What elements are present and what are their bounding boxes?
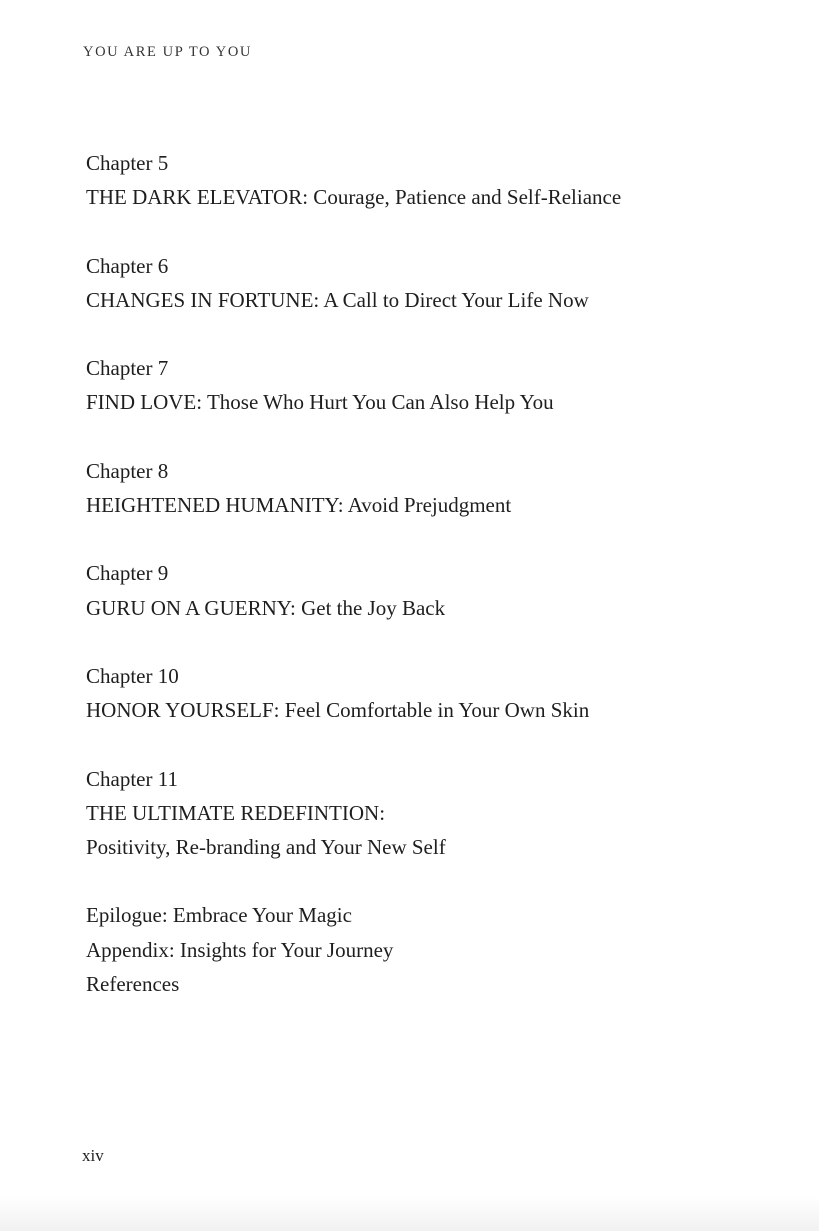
chapter-number: Chapter 7 bbox=[86, 356, 169, 381]
toc-entry-chapter-7 bbox=[86, 351, 766, 420]
toc-entry-chapter-5 bbox=[86, 146, 766, 215]
chapter-number: Chapter 8 bbox=[86, 458, 169, 483]
chapter-subtitle: Positivity, Re-branding and Your New Self bbox=[86, 835, 446, 860]
chapter-title: GURU ON A GUERNY: Get the Joy Back bbox=[86, 595, 446, 620]
toc-end-matter bbox=[86, 898, 766, 1001]
chapter-title: THE ULTIMATE REDEFINTION: bbox=[86, 800, 386, 825]
references-entry: References bbox=[86, 972, 180, 997]
chapter-number: Chapter 9 bbox=[86, 561, 169, 586]
toc-entry-chapter-10 bbox=[86, 659, 766, 728]
toc-entry-chapter-8 bbox=[86, 454, 766, 523]
running-head: YOU ARE UP TO YOU bbox=[83, 44, 252, 60]
chapter-title: HEIGHTENED HUMANITY: Avoid Prejudgment bbox=[86, 493, 512, 518]
epilogue-entry: Epilogue: Embrace Your Magic bbox=[86, 903, 352, 928]
chapter-title: THE DARK ELEVATOR: Courage, Patience and Self-Reliance bbox=[86, 185, 622, 210]
chapter-number: Chapter 5 bbox=[86, 151, 169, 175]
toc-entry-chapter-9 bbox=[86, 556, 766, 625]
table-of-contents bbox=[86, 146, 766, 1001]
toc-entry-chapter-11 bbox=[86, 762, 766, 865]
chapter-title: HONOR YOURSELF: Feel Comfortable in Your Own Skin bbox=[86, 698, 590, 723]
appendix-entry: Appendix: Insights for Your Journey bbox=[86, 937, 394, 962]
chapter-number: Chapter 6 bbox=[86, 253, 169, 278]
chapter-number: Chapter 10 bbox=[86, 663, 179, 688]
page-number: xiv bbox=[82, 1146, 104, 1165]
chapter-number: Chapter 11 bbox=[86, 766, 178, 791]
page-edge-shadow bbox=[0, 1196, 819, 1231]
toc-entry-chapter-6 bbox=[86, 249, 766, 318]
chapter-title: CHANGES IN FORTUNE: A Call to Direct Your Life Now bbox=[86, 287, 589, 312]
chapter-title: FIND LOVE: Those Who Hurt You Can Also Help You bbox=[86, 390, 554, 415]
